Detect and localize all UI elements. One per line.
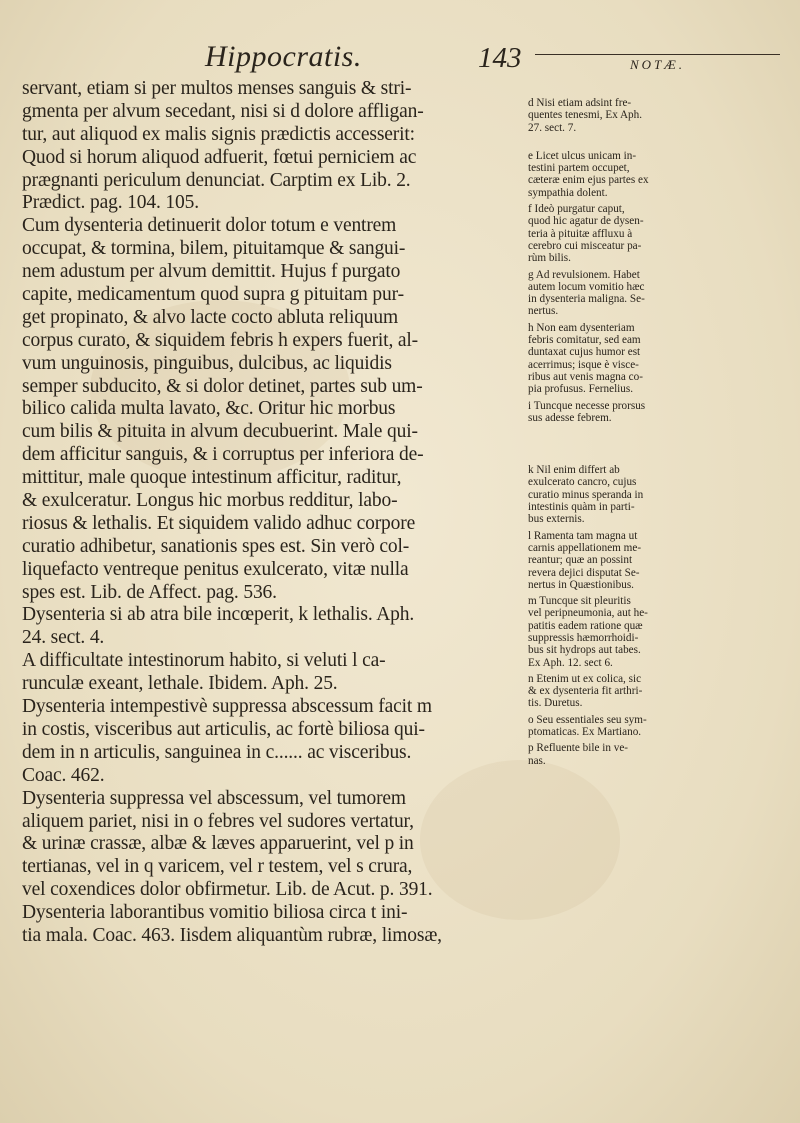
footnote — [528, 322, 790, 396]
footnote — [528, 150, 790, 199]
main-text-column — [22, 78, 522, 948]
main-text-line: mittitur, male quoque intestinum afficitur, raditur, — [22, 467, 402, 489]
footnote-line: rùm bilis. — [528, 252, 571, 265]
footnote-line: ribus aut venis magna co- — [528, 370, 643, 383]
main-text-line: Dysenteria suppressa vel abscessum, vel tumorem — [22, 787, 406, 809]
main-text-line: Prædict. pag. 104. 105. — [22, 192, 199, 214]
footnote-line: duntaxat cujus humor est — [528, 346, 641, 359]
footnote-line: bus externis. — [528, 513, 585, 526]
footnote — [528, 530, 790, 591]
main-text-line: in costis, visceribus aut articulis, ac fortè biliosa qui- — [22, 718, 425, 740]
main-text-line: vum unguinosis, pinguibus, dulcibus, ac liquidis — [22, 352, 392, 374]
footnote-line: curatio minus speranda in — [528, 488, 644, 501]
footnote-line: pia profusus. Fernelius. — [528, 383, 634, 396]
main-text-line: get propinato, & alvo lacte cocto abluta reliquum — [22, 306, 399, 328]
main-text-line: dem afficitur sanguis, & i corruptus per inferiora de- — [22, 444, 424, 466]
footnote-line: m Tuncque sit pleuritis — [528, 595, 631, 608]
footnote-line: revera dejici disputat Se- — [528, 566, 640, 579]
main-text-line: A difficultate intestinorum habito, si veluti l ca- — [22, 650, 386, 672]
footnote-line: quentes tenesmi, Ex Aph. — [528, 109, 643, 122]
footnote — [528, 595, 790, 669]
main-text-line: tertianas, vel in q varicem, vel r testem, vel s crura, — [22, 856, 413, 878]
footnote — [528, 400, 790, 425]
footnote-line: quod hic agatur de dysen- — [528, 215, 644, 228]
footnote-line: o Seu essentiales seu sym- — [528, 713, 647, 726]
footnote — [528, 714, 790, 739]
footnote-line: intestinis quàm in parti- — [528, 501, 635, 514]
main-text-line: Dysenteria intempestivè suppressa abscessum facit m — [22, 696, 432, 718]
main-text-line: riosus & lethalis. Et siquidem valido adhuc corpore — [22, 512, 416, 534]
footnote — [528, 464, 790, 525]
footnote-line: cæteræ enim ejus partes ex — [528, 174, 649, 187]
footnote-line: exulcerato cancro, cujus — [528, 476, 637, 489]
main-text-line: & urinæ crassæ, albæ & læves apparuerint, vel p in — [22, 833, 414, 855]
footnote-line: teria à pituitæ affluxu à — [528, 227, 633, 240]
footnote-line: Ex Aph. 12. sect 6. — [528, 656, 613, 669]
main-text-line: corpus curato, & siquidem febris h expers fuerit, al- — [22, 329, 419, 351]
main-text-line: liquefacto ventreque penitus exulcerato, vitæ nulla — [22, 558, 409, 580]
footnote-line: p Refluente bile in ve- — [528, 742, 629, 755]
page-header — [0, 40, 800, 80]
footnote-line: acerrimus; isque è visce- — [528, 358, 639, 371]
footnote — [528, 673, 790, 710]
footnote-line: ptomaticas. Ex Martiano. — [528, 726, 642, 739]
footnote-line: febris comitatur, sed eam — [528, 334, 641, 347]
footnote-line: vel peripneumonia, aut he- — [528, 607, 648, 620]
main-text-line: curatio adhibetur, sanationis spes est. Sin verò col- — [22, 535, 410, 557]
footnote-line: e Licet ulcus unicam in- — [528, 149, 637, 162]
main-text-line: Quod si horum aliquod adfuerit, fœtui perniciem ac — [22, 146, 417, 168]
main-text-line: 24. sect. 4. — [22, 627, 105, 649]
main-text-line: nem adustum per alvum demittit. Hujus f purgato — [22, 261, 401, 283]
main-text-line: occupat, & tormina, bilem, pituitamque & sangui- — [22, 238, 406, 260]
notes-heading: NOTÆ. — [535, 54, 780, 73]
main-text-line: runculæ exeant, lethale. Ibidem. Aph. 25. — [22, 673, 338, 695]
main-text-line: cum bilis & pituita in alvum decubuerint. Male qui- — [22, 421, 418, 443]
footnote — [528, 97, 790, 134]
page-number: 143 — [478, 42, 522, 74]
footnote-line: patitis eadem ratione quæ — [528, 619, 643, 632]
footnote-line: f Ideò purgatur caput, — [528, 203, 625, 216]
notes-column — [528, 97, 790, 767]
footnote-line: i Tuncque necesse prorsus — [528, 399, 646, 412]
footnote-line: testini partem occupet, — [528, 162, 630, 175]
footnote-line: nertus in Quæstionibus. — [528, 578, 634, 591]
footnote-line: h Non eam dysenteriam — [528, 321, 635, 334]
main-text-line: bilico calida multa lavato, &c. Oritur hic morbus — [22, 398, 396, 420]
footnote — [528, 742, 790, 767]
footnote-line: 27. sect. 7. — [528, 121, 577, 134]
footnote-line: n Etenim ut ex colica, sic — [528, 672, 642, 685]
running-title: Hippocratis. — [205, 40, 362, 73]
footnote-line: g Ad revulsionem. Habet — [528, 268, 640, 281]
footnote-line: nertus. — [528, 305, 559, 318]
footnote — [528, 203, 790, 264]
footnote-line: suppressis hæmorrhoidi- — [528, 631, 639, 644]
footnote-line: carnis appellationem me- — [528, 541, 642, 554]
main-text-line: Dysenteria si ab atra bile incœperit, k lethalis. Aph. — [22, 604, 415, 626]
main-text-line: prægnanti periculum denunciat. Carptim ex Lib. 2. — [22, 169, 411, 191]
main-text-line: Dysenteria laborantibus vomitio biliosa circa t ini- — [22, 902, 408, 924]
footnote-line: in dysenteria maligna. Se- — [528, 293, 645, 306]
main-text-line: gmenta per alvum secedant, nisi si d dolore affligan- — [22, 100, 424, 122]
main-text-line: Cum dysenteria detinuerit dolor totum e ventrem — [22, 215, 397, 237]
main-text-line: Coac. 462. — [22, 764, 105, 786]
main-text-line: dem in n articulis, sanguinea in c...... ac visceribus. — [22, 741, 412, 763]
main-text-line: vel coxendices dolor obfirmetur. Lib. de Acut. p. 391. — [22, 879, 433, 901]
main-text-line: aliquem pariet, nisi in o febres vel sudores vertatur, — [22, 810, 414, 832]
footnote-line: sympathia dolent. — [528, 186, 608, 199]
footnote-line: tis. Duretus. — [528, 697, 583, 710]
footnote-line: cerebro cui misceatur pa- — [528, 239, 642, 252]
footnote-line: reantur; quæ an possint — [528, 554, 633, 567]
main-text-line: tur, aut aliquod ex malis signis prædictis accesserit: — [22, 123, 415, 145]
footnote-line: & ex dysenteria fit arthri- — [528, 685, 643, 698]
footnote — [528, 269, 790, 318]
main-text-line: capite, medicamentum quod supra g pituitam pur- — [22, 284, 404, 306]
main-text-line: semper subducito, & si dolor detinet, partes sub um- — [22, 375, 423, 397]
footnote-line: l Ramenta tam magna ut — [528, 529, 638, 542]
footnote-line: bus sit hydrops aut tabes. — [528, 644, 641, 657]
footnote-line: sus adesse febrem. — [528, 411, 612, 424]
footnote-line: autem locum vomitio hæc — [528, 280, 645, 293]
footnote-line: nas. — [528, 754, 546, 767]
footnote-line: k Nil enim differt ab — [528, 464, 620, 477]
footnote-line: d Nisi etiam adsint fre- — [528, 97, 632, 109]
main-text-line: servant, etiam si per multos menses sanguis & stri- — [22, 78, 412, 99]
main-text-line: tia mala. Coac. 463. Iisdem aliquantùm rubræ, limosæ, — [22, 924, 442, 946]
main-text-line: & exulceratur. Longus hic morbus redditur, labo- — [22, 490, 398, 512]
main-text-line: spes est. Lib. de Affect. pag. 536. — [22, 581, 277, 603]
